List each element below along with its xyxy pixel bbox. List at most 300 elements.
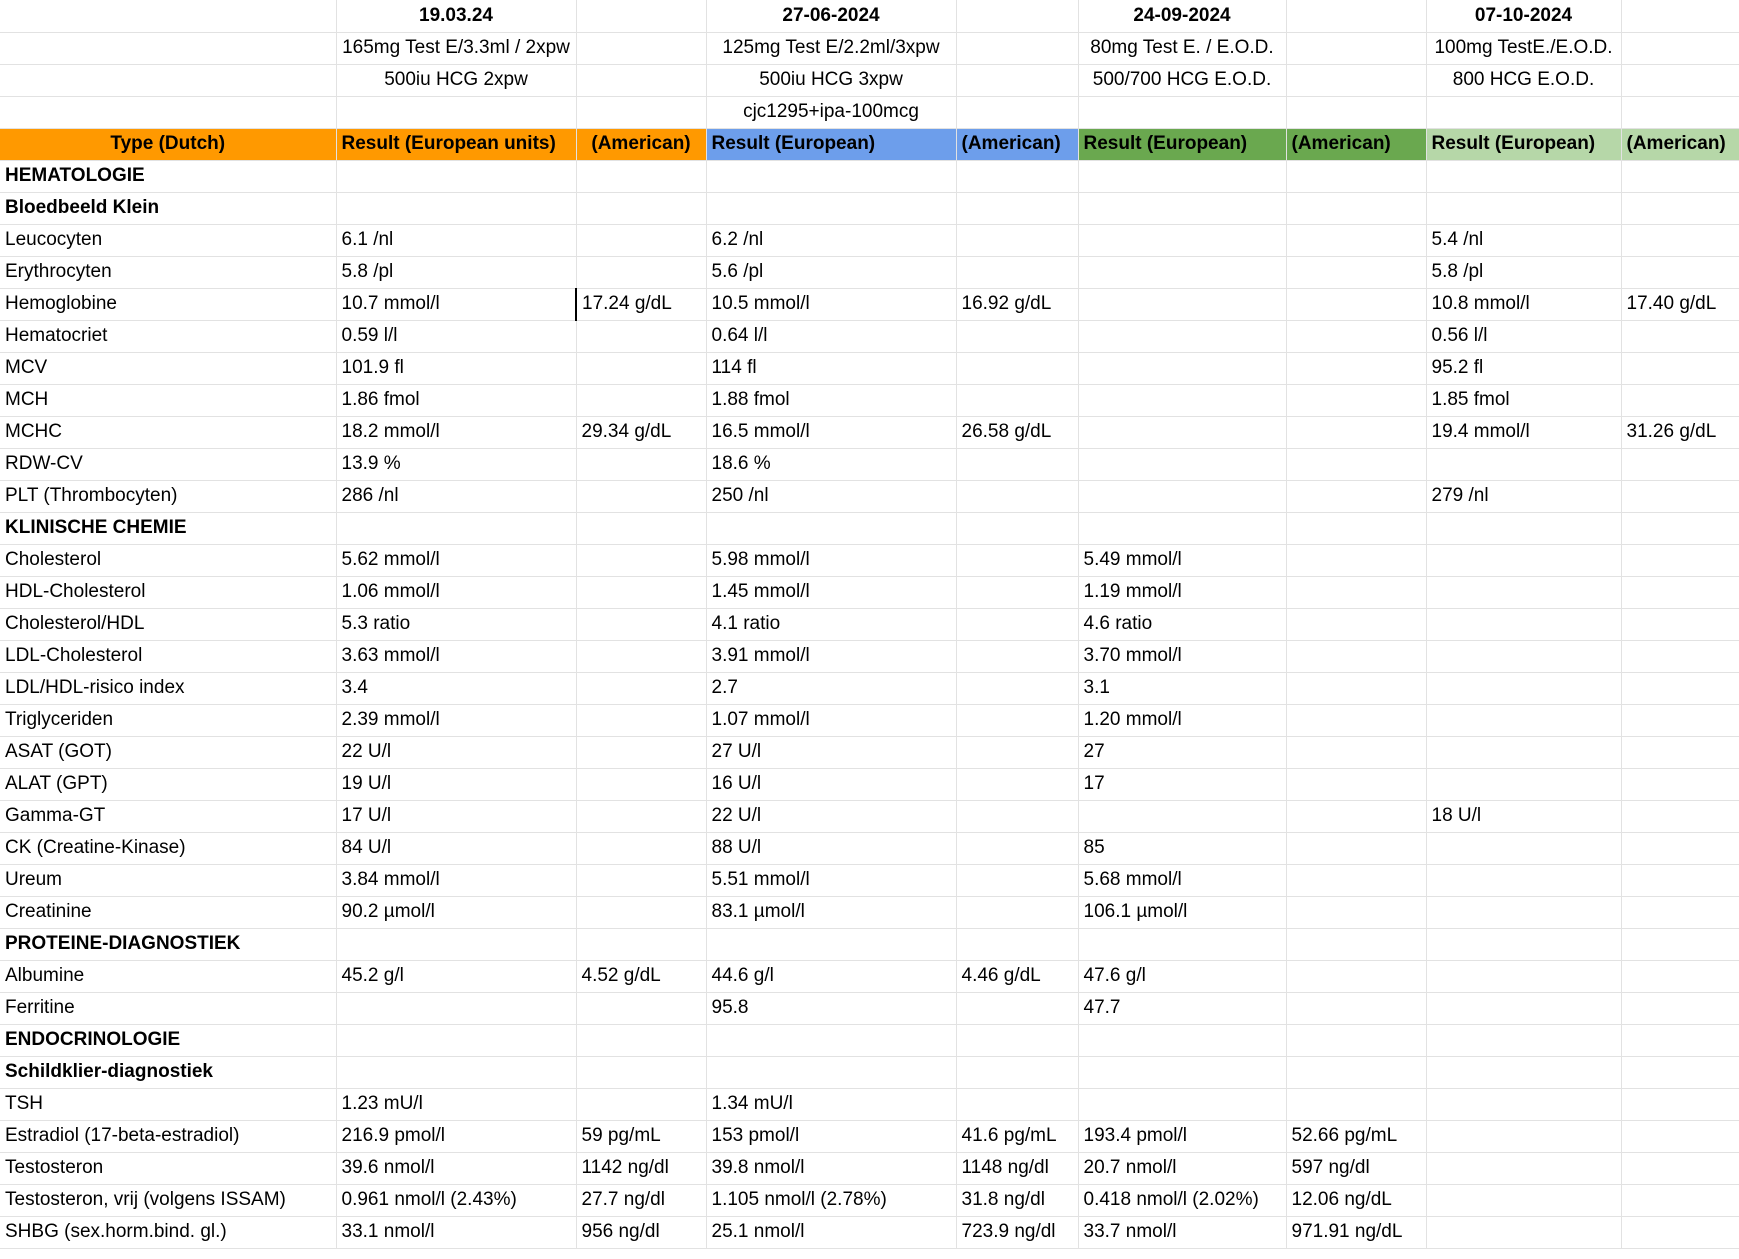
result-cell[interactable] [956,672,1078,704]
result-cell[interactable] [1621,1184,1739,1216]
cell[interactable] [0,96,336,128]
result-cell[interactable] [956,256,1078,288]
result-cell[interactable] [1621,928,1739,960]
result-cell[interactable] [1286,160,1426,192]
result-cell[interactable] [1286,800,1426,832]
result-cell[interactable]: 5.49 mmol/l [1078,544,1286,576]
result-cell[interactable]: 13.9 % [336,448,576,480]
result-cell[interactable]: 5.4 /nl [1426,224,1621,256]
result-cell[interactable]: 5.8 /pl [1426,256,1621,288]
result-cell[interactable] [576,896,706,928]
result-cell[interactable] [336,928,576,960]
result-cell[interactable] [1286,896,1426,928]
result-cell[interactable]: 19.4 mmol/l [1426,416,1621,448]
result-cell[interactable] [1286,1056,1426,1088]
result-cell[interactable] [336,992,576,1024]
result-cell[interactable]: 216.9 pmol/l [336,1120,576,1152]
result-cell[interactable] [1078,928,1286,960]
result-cell[interactable] [1286,256,1426,288]
result-cell[interactable] [1286,928,1426,960]
result-cell[interactable]: 1.88 fmol [706,384,956,416]
result-cell[interactable] [1286,416,1426,448]
result-cell[interactable] [956,608,1078,640]
result-cell[interactable] [1426,160,1621,192]
test-name[interactable]: PLT (Thrombocyten) [0,480,336,512]
protocol-2-line-1[interactable]: 125mg Test E/2.2ml/3xpw [706,32,956,64]
result-cell[interactable] [956,512,1078,544]
result-cell[interactable]: 0.59 l/l [336,320,576,352]
result-cell[interactable] [576,576,706,608]
cell[interactable] [0,32,336,64]
result-cell[interactable] [1078,448,1286,480]
section-label[interactable]: Bloedbeeld Klein [0,192,336,224]
result-cell[interactable] [1621,352,1739,384]
result-cell[interactable] [1621,192,1739,224]
result-cell[interactable] [956,768,1078,800]
result-cell[interactable] [1426,864,1621,896]
test-name[interactable]: LDL-Cholesterol [0,640,336,672]
result-cell[interactable] [1426,544,1621,576]
header-american-2[interactable]: (American) [956,128,1078,160]
result-cell[interactable] [1621,704,1739,736]
header-american-4[interactable]: (American) [1621,128,1739,160]
section-label[interactable]: Schildklier-diagnostiek [0,1056,336,1088]
result-cell[interactable] [1286,192,1426,224]
result-cell[interactable]: 41.6 pg/mL [956,1120,1078,1152]
test-name[interactable]: Cholesterol/HDL [0,608,336,640]
result-cell[interactable]: 3.70 mmol/l [1078,640,1286,672]
result-cell[interactable]: 33.1 nmol/l [336,1216,576,1248]
cell[interactable] [1621,96,1739,128]
protocol-2-line-2[interactable]: 500iu HCG 3xpw [706,64,956,96]
cell[interactable] [1286,64,1426,96]
result-cell[interactable]: 2.39 mmol/l [336,704,576,736]
result-cell[interactable]: 106.1 µmol/l [1078,896,1286,928]
result-cell[interactable] [1286,864,1426,896]
result-cell[interactable] [956,576,1078,608]
result-cell[interactable] [1426,608,1621,640]
result-cell[interactable] [1621,576,1739,608]
result-cell[interactable]: 5.6 /pl [706,256,956,288]
cell[interactable] [956,32,1078,64]
test-name[interactable]: Hemoglobine [0,288,336,320]
result-cell[interactable]: 22 U/l [706,800,956,832]
result-cell[interactable] [956,192,1078,224]
result-cell[interactable] [576,160,706,192]
test-name[interactable]: MCV [0,352,336,384]
test-name[interactable]: Creatinine [0,896,336,928]
result-cell[interactable] [576,320,706,352]
result-cell[interactable]: 22 U/l [336,736,576,768]
header-type[interactable]: Type (Dutch) [0,128,336,160]
result-cell[interactable] [1426,1024,1621,1056]
header-result-3[interactable]: Result (European) [1078,128,1286,160]
result-cell[interactable] [1621,480,1739,512]
result-cell[interactable] [956,1024,1078,1056]
result-cell[interactable] [1286,640,1426,672]
result-cell[interactable] [1621,448,1739,480]
result-cell[interactable]: 0.961 nmol/l (2.43%) [336,1184,576,1216]
result-cell[interactable]: 3.1 [1078,672,1286,704]
result-cell[interactable] [1426,736,1621,768]
result-cell[interactable]: 4.52 g/dL [576,960,706,992]
result-cell[interactable] [576,1024,706,1056]
header-american-3[interactable]: (American) [1286,128,1426,160]
result-cell[interactable]: 31.8 ng/dl [956,1184,1078,1216]
result-cell[interactable]: 5.62 mmol/l [336,544,576,576]
cell[interactable] [1286,0,1426,32]
result-cell[interactable] [1286,1088,1426,1120]
result-cell[interactable]: 95.8 [706,992,956,1024]
result-cell[interactable]: 0.64 l/l [706,320,956,352]
result-cell[interactable] [1426,704,1621,736]
result-cell[interactable] [1286,704,1426,736]
cell[interactable] [956,64,1078,96]
result-cell[interactable] [1286,960,1426,992]
test-name[interactable]: Estradiol (17-beta-estradiol) [0,1120,336,1152]
test-name[interactable]: ASAT (GOT) [0,736,336,768]
result-cell[interactable] [576,192,706,224]
section-label[interactable]: KLINISCHE CHEMIE [0,512,336,544]
result-cell[interactable] [1621,160,1739,192]
result-cell[interactable] [956,1056,1078,1088]
result-cell[interactable] [336,160,576,192]
protocol-4-line-1[interactable]: 100mg TestE./E.O.D. [1426,32,1621,64]
result-cell[interactable] [576,928,706,960]
result-cell[interactable] [1286,608,1426,640]
result-cell[interactable]: 4.46 g/dL [956,960,1078,992]
result-cell[interactable] [1078,1024,1286,1056]
test-name[interactable]: MCHC [0,416,336,448]
result-cell[interactable]: 84 U/l [336,832,576,864]
result-cell[interactable] [1078,320,1286,352]
result-cell[interactable] [336,1024,576,1056]
result-cell[interactable] [1426,960,1621,992]
cell[interactable] [0,0,336,32]
result-cell[interactable] [1621,672,1739,704]
result-cell[interactable]: 18 U/l [1426,800,1621,832]
result-cell[interactable] [1621,896,1739,928]
section-label[interactable]: HEMATOLOGIE [0,160,336,192]
result-cell[interactable] [1078,384,1286,416]
result-cell[interactable] [1426,512,1621,544]
result-cell[interactable] [1286,512,1426,544]
result-cell[interactable]: 44.6 g/l [706,960,956,992]
result-cell[interactable]: 52.66 pg/mL [1286,1120,1426,1152]
result-cell[interactable] [1286,320,1426,352]
test-name[interactable]: Ureum [0,864,336,896]
test-name[interactable]: CK (Creatine-Kinase) [0,832,336,864]
test-name[interactable]: Triglyceriden [0,704,336,736]
cell[interactable] [1286,96,1426,128]
result-cell[interactable]: 1.86 fmol [336,384,576,416]
result-cell[interactable]: 1.19 mmol/l [1078,576,1286,608]
result-cell[interactable] [1621,1024,1739,1056]
result-cell[interactable] [576,832,706,864]
protocol-4-line-3[interactable] [1426,96,1621,128]
result-cell[interactable]: 3.63 mmol/l [336,640,576,672]
test-name[interactable]: HDL-Cholesterol [0,576,336,608]
result-cell[interactable] [1621,992,1739,1024]
protocol-3-line-2[interactable]: 500/700 HCG E.O.D. [1078,64,1286,96]
result-cell[interactable] [1621,1216,1739,1248]
result-cell[interactable]: 10.7 mmol/l [336,288,576,320]
result-cell[interactable] [1621,960,1739,992]
result-cell[interactable]: 18.6 % [706,448,956,480]
header-american-1[interactable]: (American) [576,128,706,160]
result-cell[interactable] [956,832,1078,864]
section-label[interactable]: ENDOCRINOLOGIE [0,1024,336,1056]
result-cell[interactable]: 971.91 ng/dL [1286,1216,1426,1248]
result-cell[interactable] [1621,832,1739,864]
result-cell[interactable] [576,352,706,384]
result-cell[interactable]: 723.9 ng/dl [956,1216,1078,1248]
result-cell[interactable]: 6.1 /nl [336,224,576,256]
result-cell[interactable] [1621,1152,1739,1184]
result-cell[interactable] [956,928,1078,960]
result-cell[interactable] [1621,512,1739,544]
result-cell[interactable] [1426,768,1621,800]
result-cell[interactable]: 4.1 ratio [706,608,956,640]
result-cell[interactable] [336,512,576,544]
result-cell[interactable] [1426,992,1621,1024]
result-cell[interactable] [1078,1056,1286,1088]
test-name[interactable]: Leucocyten [0,224,336,256]
test-name[interactable]: MCH [0,384,336,416]
result-cell[interactable] [1286,544,1426,576]
result-cell[interactable] [1621,256,1739,288]
result-cell[interactable]: 3.84 mmol/l [336,864,576,896]
result-cell[interactable]: 27.7 ng/dl [576,1184,706,1216]
result-cell[interactable] [1078,192,1286,224]
result-cell[interactable]: 1.20 mmol/l [1078,704,1286,736]
result-cell[interactable] [1286,384,1426,416]
result-cell[interactable]: 29.34 g/dL [576,416,706,448]
result-cell[interactable] [1078,1088,1286,1120]
test-name[interactable]: Testosteron [0,1152,336,1184]
result-cell[interactable]: 3.4 [336,672,576,704]
result-cell[interactable] [1621,320,1739,352]
result-cell[interactable] [1426,896,1621,928]
result-cell[interactable] [576,864,706,896]
result-cell[interactable] [1621,224,1739,256]
protocol-3-line-1[interactable]: 80mg Test E. / E.O.D. [1078,32,1286,64]
result-cell[interactable]: 597 ng/dl [1286,1152,1426,1184]
result-cell[interactable] [706,192,956,224]
result-cell[interactable] [1426,1184,1621,1216]
result-cell[interactable]: 5.8 /pl [336,256,576,288]
result-cell[interactable]: 59 pg/mL [576,1120,706,1152]
result-cell[interactable]: 90.2 µmol/l [336,896,576,928]
result-cell[interactable] [576,704,706,736]
result-cell[interactable]: 5.68 mmol/l [1078,864,1286,896]
test-name[interactable]: Erythrocyten [0,256,336,288]
result-cell[interactable] [706,160,956,192]
result-cell[interactable] [576,768,706,800]
result-cell[interactable]: 956 ng/dl [576,1216,706,1248]
result-cell[interactable] [1621,864,1739,896]
result-cell[interactable]: 2.7 [706,672,956,704]
test-name[interactable]: LDL/HDL-risico index [0,672,336,704]
result-cell[interactable]: 12.06 ng/dL [1286,1184,1426,1216]
protocol-1-line-3[interactable] [336,96,576,128]
result-cell[interactable] [706,928,956,960]
result-cell[interactable]: 114 fl [706,352,956,384]
cell[interactable] [956,96,1078,128]
cell[interactable] [1286,32,1426,64]
result-cell[interactable]: 1.105 nmol/l (2.78%) [706,1184,956,1216]
result-cell[interactable] [1426,576,1621,608]
result-cell[interactable] [706,512,956,544]
result-cell[interactable] [336,1056,576,1088]
test-name[interactable]: Hematocriet [0,320,336,352]
result-cell[interactable]: 193.4 pmol/l [1078,1120,1286,1152]
cell[interactable] [1621,32,1739,64]
test-name[interactable]: ALAT (GPT) [0,768,336,800]
result-cell[interactable] [1286,288,1426,320]
result-cell[interactable] [1426,640,1621,672]
result-cell[interactable] [576,512,706,544]
section-label[interactable]: PROTEINE-DIAGNOSTIEK [0,928,336,960]
result-cell[interactable] [1286,992,1426,1024]
result-cell[interactable]: 31.26 g/dL [1621,416,1739,448]
result-cell[interactable] [1426,192,1621,224]
result-cell[interactable]: 1.23 mU/l [336,1088,576,1120]
result-cell[interactable] [956,1088,1078,1120]
result-cell[interactable]: 1.34 mU/l [706,1088,956,1120]
result-cell[interactable] [576,224,706,256]
result-cell[interactable] [1426,928,1621,960]
result-cell[interactable] [336,192,576,224]
result-cell[interactable]: 20.7 nmol/l [1078,1152,1286,1184]
result-cell[interactable] [1078,256,1286,288]
result-cell[interactable] [576,736,706,768]
result-cell[interactable] [956,864,1078,896]
result-cell[interactable] [1286,576,1426,608]
result-cell[interactable] [1621,640,1739,672]
result-cell[interactable] [576,800,706,832]
result-cell[interactable] [956,704,1078,736]
result-cell[interactable] [956,640,1078,672]
header-result-4[interactable]: Result (European) [1426,128,1621,160]
result-cell[interactable] [1078,480,1286,512]
header-result-1[interactable]: Result (European units) [336,128,576,160]
result-cell[interactable] [956,320,1078,352]
test-name[interactable]: Gamma-GT [0,800,336,832]
result-cell[interactable]: 1148 ng/dl [956,1152,1078,1184]
result-cell[interactable] [576,672,706,704]
result-cell[interactable] [1286,1024,1426,1056]
result-cell[interactable] [956,384,1078,416]
test-name[interactable]: Testosteron, vrij (volgens ISSAM) [0,1184,336,1216]
result-cell[interactable]: 47.6 g/l [1078,960,1286,992]
result-cell[interactable]: 16.5 mmol/l [706,416,956,448]
cell[interactable] [576,0,706,32]
result-cell[interactable] [1621,608,1739,640]
result-cell[interactable] [576,640,706,672]
result-cell[interactable]: 0.418 nmol/l (2.02%) [1078,1184,1286,1216]
result-cell[interactable] [1078,224,1286,256]
result-cell[interactable] [1621,1088,1739,1120]
protocol-1-line-1[interactable]: 165mg Test E/3.3ml / 2xpw [336,32,576,64]
result-cell[interactable] [956,352,1078,384]
result-cell[interactable] [706,1056,956,1088]
result-cell[interactable]: 27 [1078,736,1286,768]
result-cell[interactable] [576,608,706,640]
test-name[interactable]: Albumine [0,960,336,992]
result-cell[interactable] [1621,800,1739,832]
result-cell[interactable]: 16.92 g/dL [956,288,1078,320]
cell[interactable] [1621,0,1739,32]
result-cell[interactable] [1078,352,1286,384]
result-cell[interactable] [1286,448,1426,480]
result-cell[interactable] [1426,1216,1621,1248]
result-cell[interactable] [956,224,1078,256]
result-cell[interactable]: 85 [1078,832,1286,864]
result-cell[interactable] [1426,1152,1621,1184]
result-cell[interactable] [1286,736,1426,768]
cell[interactable] [0,64,336,96]
result-cell[interactable]: 1.07 mmol/l [706,704,956,736]
date-1[interactable]: 19.03.24 [336,0,576,32]
result-cell[interactable]: 18.2 mmol/l [336,416,576,448]
result-cell[interactable]: 1.06 mmol/l [336,576,576,608]
date-3[interactable]: 24-09-2024 [1078,0,1286,32]
result-cell[interactable]: 47.7 [1078,992,1286,1024]
cell[interactable] [576,32,706,64]
result-cell[interactable] [1426,1120,1621,1152]
result-cell[interactable] [576,1056,706,1088]
result-cell[interactable]: 17.40 g/dL [1621,288,1739,320]
protocol-2-line-3[interactable]: cjc1295+ipa-100mcg [706,96,956,128]
result-cell[interactable]: 17 [1078,768,1286,800]
result-cell[interactable]: 16 U/l [706,768,956,800]
result-cell[interactable] [956,448,1078,480]
result-cell[interactable] [956,160,1078,192]
result-cell[interactable] [1286,768,1426,800]
result-cell[interactable] [1621,544,1739,576]
result-cell[interactable] [1426,1088,1621,1120]
result-cell[interactable] [1621,736,1739,768]
cell[interactable] [576,96,706,128]
cell[interactable] [576,64,706,96]
result-cell[interactable] [956,480,1078,512]
result-cell[interactable]: 6.2 /nl [706,224,956,256]
result-cell[interactable]: 83.1 µmol/l [706,896,956,928]
test-name[interactable]: TSH [0,1088,336,1120]
result-cell[interactable]: 279 /nl [1426,480,1621,512]
result-cell[interactable] [1621,1120,1739,1152]
test-name[interactable]: Cholesterol [0,544,336,576]
result-cell[interactable] [1078,288,1286,320]
result-cell[interactable]: 10.5 mmol/l [706,288,956,320]
protocol-1-line-2[interactable]: 500iu HCG 2xpw [336,64,576,96]
result-cell[interactable] [1426,448,1621,480]
result-cell[interactable]: 45.2 g/l [336,960,576,992]
date-4[interactable]: 07-10-2024 [1426,0,1621,32]
result-cell[interactable] [1078,416,1286,448]
result-cell[interactable]: 1142 ng/dl [576,1152,706,1184]
result-cell[interactable]: 10.8 mmol/l [1426,288,1621,320]
result-cell[interactable]: 19 U/l [336,768,576,800]
result-cell[interactable] [1078,800,1286,832]
result-cell[interactable] [706,1024,956,1056]
result-cell[interactable]: 17.24 g/dL [576,288,706,320]
result-cell[interactable] [1426,672,1621,704]
result-cell[interactable] [576,544,706,576]
test-name[interactable]: RDW-CV [0,448,336,480]
result-cell[interactable] [1286,672,1426,704]
